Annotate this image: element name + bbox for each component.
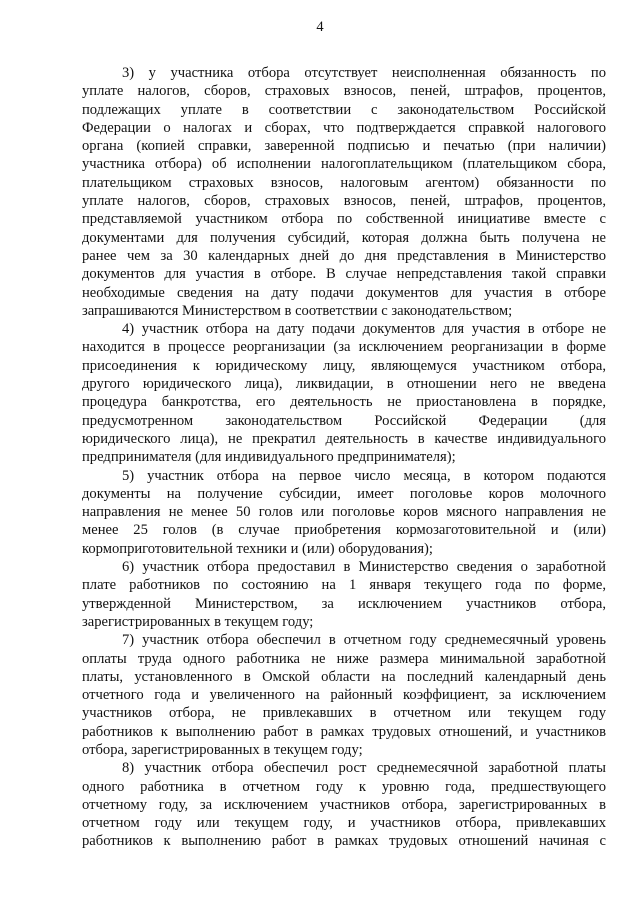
text-line: работников к выполнению работ в рамках трудовых отношений, и участников xyxy=(82,723,606,740)
text-line: необходимые сведения на дату подачи документов для участия в отборе xyxy=(82,284,606,301)
text-line: другого юридического лица), ликвидации, в отношении него не введена xyxy=(82,376,606,393)
text-line: предпринимателя (для индивидуального предпринимателя); xyxy=(82,449,456,466)
text-line: документов для участия в отборе. В случае непредставления такой справки xyxy=(82,266,606,283)
paragraph-item-4 xyxy=(82,320,606,466)
text-line: кормоприготовительной техники и (или) оборудования); xyxy=(82,540,433,557)
text-line: направления не менее 50 голов или поголовье коров мясного направления не xyxy=(82,504,606,521)
text-line: отбора, зарегистрированных в текущем году; xyxy=(82,741,363,758)
text-line: 8) участник отбора обеспечил рост среднемесячной заработной платы xyxy=(122,760,606,777)
text-line: присоединения к юридическому лицу, являющемуся участником отбора, xyxy=(82,357,606,374)
paragraph-item-3 xyxy=(82,64,606,320)
text-line: документами для получения субсидий, которая должна быть получена не xyxy=(82,229,606,246)
text-line: отчетному году, за исключением участников отбора, зарегистрированных в xyxy=(82,796,606,813)
text-line: платы, установленного в Омской области на последний календарный день xyxy=(82,668,606,685)
paragraph-item-7 xyxy=(82,631,606,759)
text-line: участника отбора) об исполнении налогоплательщиком (плательщиком сбора, xyxy=(82,156,606,173)
text-line: подлежащих уплате в соответствии с законодательством Российской xyxy=(82,101,606,118)
text-line: запрашиваются Министерством в соответствии с законодательством; xyxy=(82,302,513,319)
paragraph-item-8 xyxy=(82,759,606,850)
text-line: менее 25 голов (в случае приобретения кормозаготовительной и (или) xyxy=(82,522,606,539)
text-line: утвержденной Министерством, за исключением участников отбора, xyxy=(82,595,606,612)
text-line: документы на получение субсидии, имеет поголовье коров молочного xyxy=(82,485,606,502)
text-line: отчетном году или текущем году, и участников отбора, привлекавших xyxy=(82,815,606,832)
text-line: 7) участник отбора обеспечил в отчетном году среднемесячный уровень xyxy=(122,632,606,649)
text-line: работников к выполнению работ в рамках трудовых отношений начиная с xyxy=(82,833,606,850)
text-line: 6) участник отбора предоставил в Министерство сведения о заработной xyxy=(122,559,606,576)
text-line: одного работника в отчетном году к уровню года, предшествующего xyxy=(82,778,606,795)
text-line: оплаты труда одного работника не ниже размера минимальной заработной xyxy=(82,650,606,667)
paragraph-item-6 xyxy=(82,558,606,631)
text-line: отчетного года и увеличенного на районный коэффициент, за исключением xyxy=(82,687,606,704)
text-line: предусмотренном законодательством Российской Федерации (для xyxy=(82,412,606,429)
text-line: 5) участник отбора на первое число месяца, в котором подаются xyxy=(122,467,606,484)
text-line: находится в процессе реорганизации (за исключением реорганизации в форме xyxy=(82,339,606,356)
text-line: представляемой участником отбора по собственной инициативе вместе с xyxy=(82,211,606,228)
page-number: 4 xyxy=(316,19,324,35)
text-line: плательщиком страховых взносов, налоговым агентом) обязанности по xyxy=(82,174,606,191)
document-body xyxy=(82,64,606,851)
paragraph-item-5 xyxy=(82,467,606,558)
text-line: органа (копией справки, заверенной подписью и печатью (при наличии) xyxy=(82,138,606,155)
text-line: участников отбора, не привлекавших в отчетном или текущем году xyxy=(82,705,606,722)
text-line: юридического лица), не прекратил деятельность в качестве индивидуального xyxy=(82,430,606,447)
text-line: уплате налогов, сборов, страховых взносов, пеней, штрафов, процентов, xyxy=(82,193,606,210)
text-line: Федерации о налогах и сборах, что подтверждается справкой налогового xyxy=(82,119,606,136)
text-line: 3) у участника отбора отсутствует неисполненная обязанность по xyxy=(122,65,606,81)
text-line: зарегистрированных в текущем году; xyxy=(82,613,314,630)
text-line: 4) участник отбора на дату подачи документов для участия в отборе не xyxy=(122,321,606,338)
text-line: уплате налогов, сборов, страховых взносов, пеней, штрафов, процентов, xyxy=(82,83,606,100)
text-line: ранее чем за 30 календарных дней до дня представления в Министерство xyxy=(82,247,606,264)
text-line: плате работников по состоянию на 1 января текущего года по форме, xyxy=(82,577,606,594)
text-line: процедура банкротства, его деятельность не приостановлена в порядке, xyxy=(82,394,606,411)
